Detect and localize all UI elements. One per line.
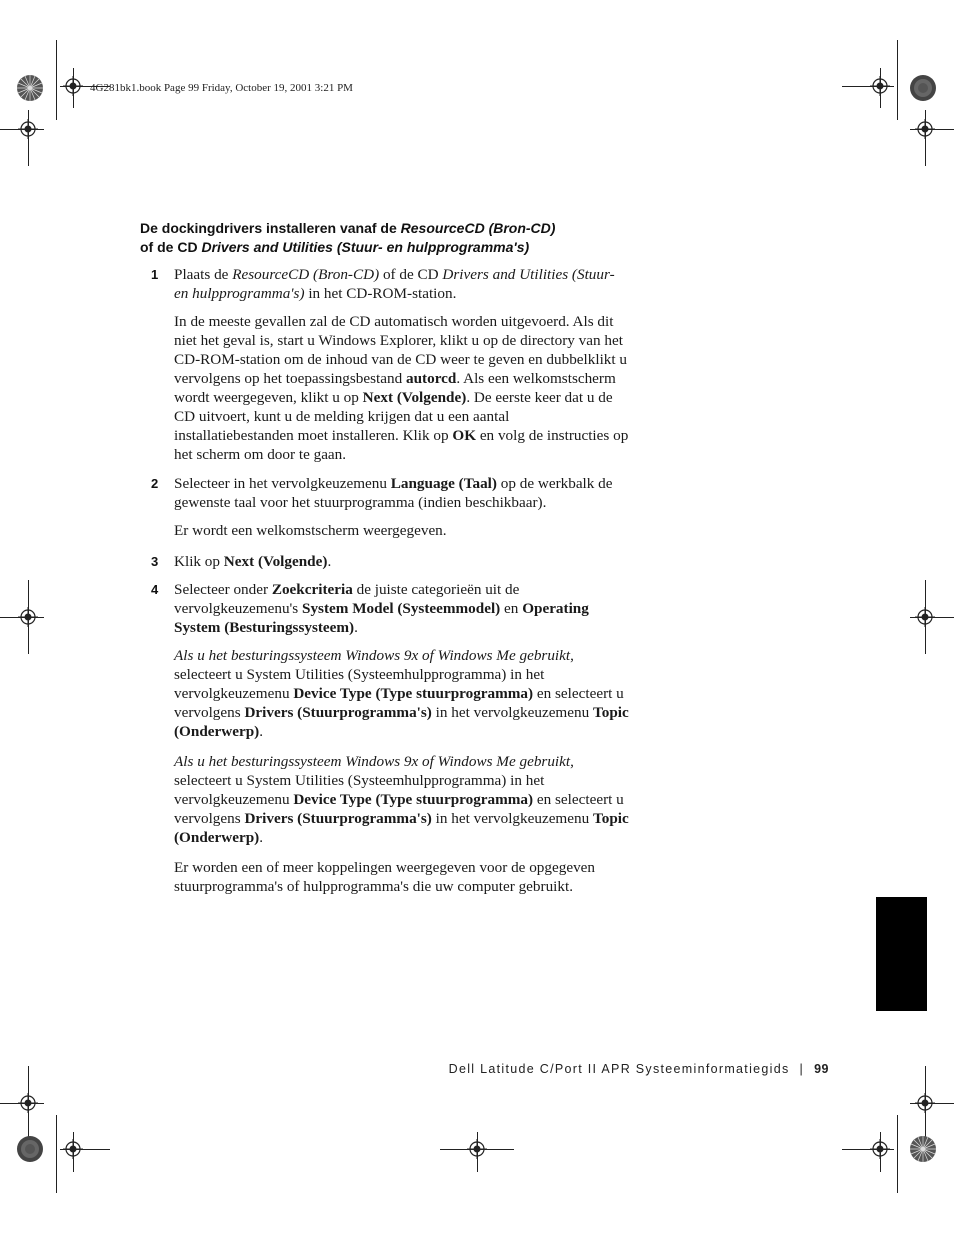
bold-run: System Model (Systeemmodel) (302, 600, 501, 617)
bold-run: Language (Taal) (390, 475, 497, 492)
text-run: Er wordt een welkomstscherm weergegeven. (174, 522, 447, 539)
printer-info: 4G281bk1.book Page 99 Friday, October 19, 2001 3:21 PM (90, 82, 353, 94)
heading-line2-text: of de CD (140, 239, 202, 255)
heading-line2-italic: Drivers and Utilities (Stuur- en hulpprogramma's) (201, 239, 530, 255)
bold-run: Operating System (Besturingssysteem) (174, 600, 589, 636)
bold-run: OK (452, 427, 477, 444)
italic-run: Als u het besturingssysteem Windows 9x of Windows Me gebruikt (174, 753, 571, 770)
text-run: . De eerste keer dat u de CD uitvoert, kunt u de melding krijgen dat u een aantal installatiebestanden moet installeren. Klik op (174, 389, 613, 444)
text-run: . Als een welkomstscherm wordt weergegeven, klikt u op (174, 370, 616, 406)
step-1-detail-paragraph (174, 312, 629, 464)
crop-line (56, 40, 57, 120)
crop-line (897, 1115, 898, 1193)
bold-run: Drivers (Stuurprogramma's) (244, 810, 432, 827)
step-number: 2 (151, 476, 159, 491)
section-heading (140, 219, 555, 257)
text-run: in het CD-ROM-station. (304, 285, 457, 302)
text-run: , selecteert u System Utilities (Systeemhulpprogramma) in het vervolgkeuzemenu (174, 647, 574, 702)
text-run: Selecteer onder (174, 581, 272, 598)
crop-line (56, 1115, 57, 1193)
color-target-rosette-icon (909, 74, 937, 102)
step-number: 1 (151, 267, 159, 282)
bold-run: Next (Volgende) (362, 389, 467, 406)
heading-line1-italic: ResourceCD (Bron-CD) (400, 220, 556, 236)
bold-run: Zoekcriteria (271, 581, 353, 598)
registration-mark-icon (870, 76, 890, 96)
text-run: op de werkbalk de gewenste taal voor het stuurprogramma (indien beschikbaar). (174, 475, 613, 511)
registration-mark-icon (467, 1139, 487, 1159)
text-run: de juiste categorieën uit de vervolgkeuzemenu's (174, 581, 520, 617)
text-run: . (259, 723, 263, 740)
text-run: In de meeste gevallen zal de CD automatisch worden uitgevoerd. Als dit niet het geval is, start u Windows Explorer, klikt u op de directory van het CD-ROM-station om de inhoud van de CD weer te geven en dubbelklikt u vervolgens op het toepassingsbestand (174, 313, 628, 387)
italic-run: ResourceCD (Bron-CD) (232, 266, 380, 283)
text-run: in het vervolgkeuzemenu (431, 810, 593, 827)
step-number: 4 (151, 582, 159, 597)
bold-run: autorcd (406, 370, 457, 387)
color-target-rosette-icon (16, 74, 44, 102)
text-run: en selecteert u vervolgens (174, 791, 624, 827)
section-thumb-tab (876, 897, 927, 1011)
step-4-detail-paragraph-3 (174, 858, 629, 896)
text-run: Klik op (174, 553, 224, 570)
text-run: . (354, 619, 358, 636)
bold-run: Drivers (Stuurprogramma's) (244, 704, 432, 721)
text-run: Plaats de (174, 266, 233, 283)
registration-mark-icon (915, 607, 935, 627)
crop-line (897, 40, 898, 120)
italic-run: Drivers and Utilities (Stuur- en hulpprogramma's) (174, 266, 615, 302)
color-target-rosette-icon (16, 1135, 44, 1163)
bold-run: Topic (Onderwerp) (174, 704, 629, 740)
text-run: , selecteert u System Utilities (Systeemhulpprogramma) in het vervolgkeuzemenu (174, 753, 574, 808)
text-run: en volg de instructies op het scherm om door te gaan. (174, 427, 629, 463)
bold-run: Device Type (Type stuurprogramma) (293, 685, 534, 702)
page-footer (449, 1062, 829, 1076)
registration-mark-icon (915, 1093, 935, 1113)
bold-run: Device Type (Type stuurprogramma) (293, 791, 534, 808)
color-target-rosette-icon (909, 1135, 937, 1163)
step-4-paragraph (174, 580, 629, 637)
text-run: en (500, 600, 523, 617)
registration-mark-icon (18, 1093, 38, 1113)
registration-mark-icon (915, 119, 935, 139)
step-number: 3 (151, 554, 159, 569)
step-2-detail-paragraph (174, 521, 629, 540)
step-1-paragraph (174, 265, 629, 303)
footer-title: Dell Latitude C/Port II APR Systeeminformatiegids (448, 1062, 790, 1076)
step-4-detail-paragraph-2 (174, 752, 629, 847)
heading-line1-text: De dockingdrivers installeren vanaf de (140, 220, 401, 236)
italic-run: Als u het besturingssysteem Windows 9x of Windows Me gebruikt (174, 647, 571, 664)
registration-mark-icon (870, 1139, 890, 1159)
registration-mark-icon (18, 607, 38, 627)
page-number: 99 (814, 1062, 829, 1076)
bold-run: Topic (Onderwerp) (174, 810, 629, 846)
text-run: Er worden een of meer koppelingen weergegeven voor de opgegeven stuurprogramma's of hulpprogramma's die uw computer gebruikt. (174, 859, 596, 895)
registration-mark-icon (63, 76, 83, 96)
registration-mark-icon (63, 1139, 83, 1159)
text-run: in het vervolgkeuzemenu (431, 704, 593, 721)
bold-run: Next (Volgende) (223, 553, 328, 570)
step-3-paragraph (174, 552, 629, 571)
step-2-paragraph (174, 474, 629, 512)
step-4-detail-paragraph-1 (174, 646, 629, 741)
text-run: en selecteert u vervolgens (174, 685, 624, 721)
footer-separator: | (799, 1062, 805, 1076)
registration-mark-icon (18, 119, 38, 139)
text-run: . (259, 829, 263, 846)
text-run: of de CD (379, 266, 443, 283)
text-run: Selecteer in het vervolgkeuzemenu (174, 475, 391, 492)
text-run: . (327, 553, 332, 570)
